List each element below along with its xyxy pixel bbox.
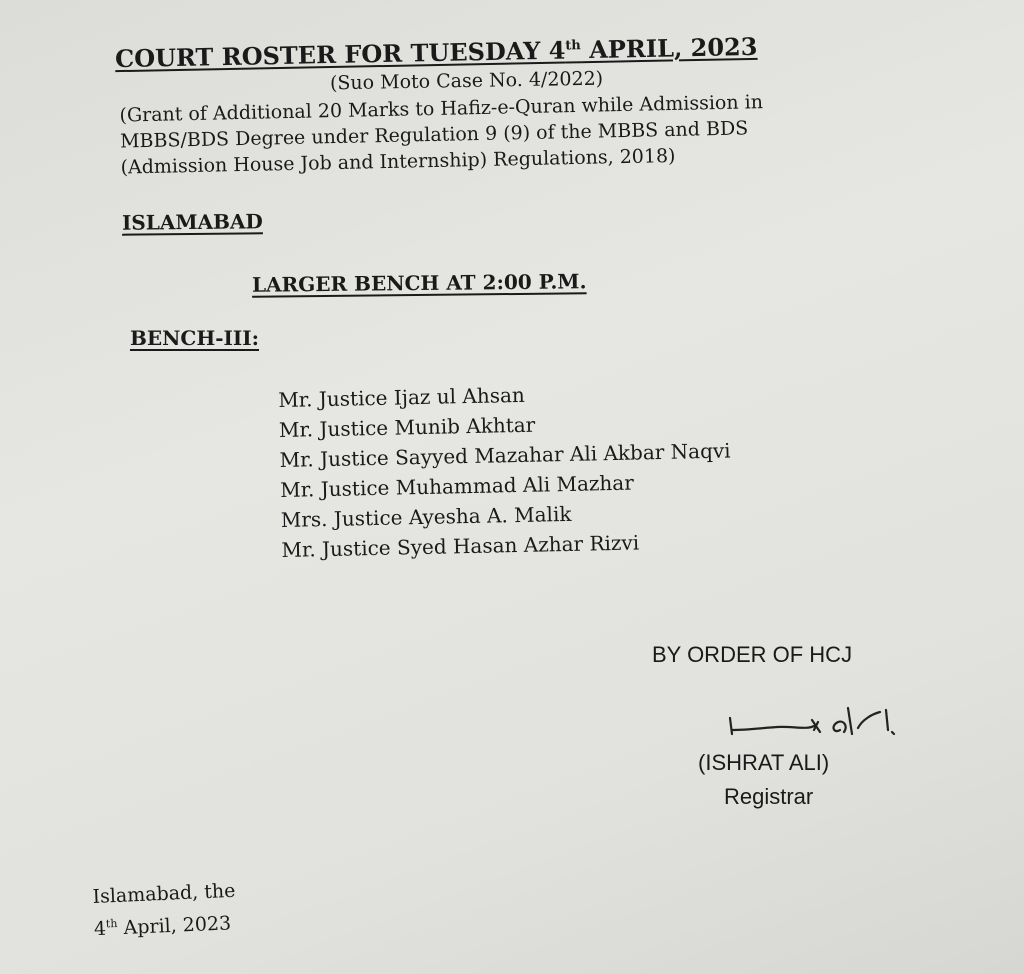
case-number: (Suo Moto Case No. 4/2022) bbox=[329, 67, 604, 95]
judge-name: Mrs. Justice Ayesha A. Malik bbox=[280, 501, 572, 532]
judges-list bbox=[278, 376, 733, 565]
signatory-role: Registrar bbox=[724, 784, 814, 809]
order-line: BY ORDER OF HCJ bbox=[652, 642, 853, 667]
description-line: (Grant of Additional 20 Marks to Hafiz-e-Quran while Admission in bbox=[119, 91, 764, 127]
judge-name: Mr. Justice Sayyed Mazahar Ali Akbar Naqvi bbox=[279, 438, 731, 472]
signatory-name: (ISHRAT ALI) bbox=[698, 750, 830, 775]
judge-name: Mr. Justice Syed Hasan Azhar Rizvi bbox=[281, 530, 640, 562]
description-line: (Admission House Job and Internship) Regulations, 2018) bbox=[120, 144, 676, 179]
description-line: MBBS/BDS Degree under Regulation 9 (9) of the MBBS and BDS bbox=[119, 117, 749, 153]
bench-time-heading: LARGER BENCH AT 2:00 P.M. bbox=[251, 269, 587, 297]
judge-name: Mr. Justice Ijaz ul Ahsan bbox=[278, 382, 526, 412]
issue-date: 4th April, 2023 bbox=[93, 912, 232, 941]
judge-name: Mr. Justice Munib Akhtar bbox=[278, 412, 536, 442]
city-heading: ISLAMABAD bbox=[121, 209, 263, 235]
handwritten-signature bbox=[722, 700, 922, 748]
bench-name-heading: BENCH-III: bbox=[130, 326, 259, 350]
judge-name: Mr. Justice Muhammad Ali Mazhar bbox=[279, 470, 634, 502]
case-description bbox=[119, 87, 840, 180]
place-date-block bbox=[92, 877, 237, 944]
place-line: Islamabad, the bbox=[92, 879, 236, 908]
document-title: COURT ROSTER FOR TUESDAY 4th APRIL, 2023 bbox=[114, 31, 758, 74]
